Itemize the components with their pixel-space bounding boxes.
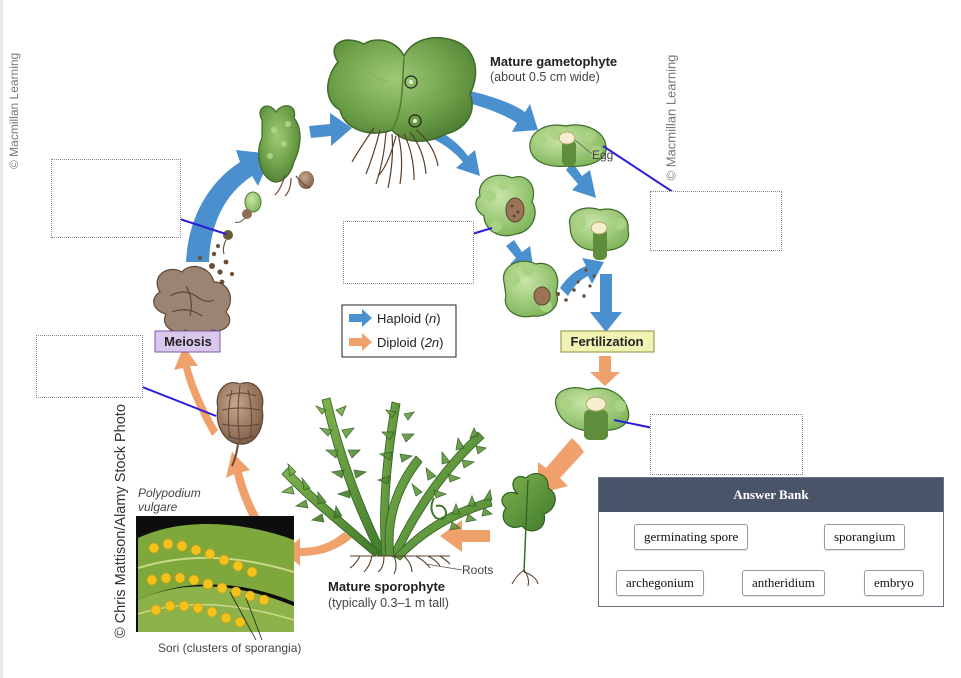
young-sporophyte-illustration — [502, 473, 555, 586]
haploid-arrow-to-fertilization — [590, 274, 622, 332]
drop-target-sporangium[interactable] — [36, 335, 143, 398]
answer-bank-title: Answer Bank — [599, 478, 943, 512]
species-name-line1: Polypodium — [138, 486, 201, 500]
roots-leader-line — [426, 564, 462, 570]
diploid-arrow-young-to-mature — [440, 520, 490, 552]
answer-chip-sporangium[interactable]: sporangium — [824, 524, 905, 550]
fertilization-label: Fertilization — [570, 334, 644, 349]
roots-label: Roots — [462, 563, 494, 577]
meiosis-label: Meiosis — [164, 334, 212, 349]
mature-sporophyte-size: (typically 0.3–1 m tall) — [328, 596, 449, 610]
egg-label: Egg — [592, 148, 614, 162]
answer-chip-antheridium[interactable]: antheridium — [742, 570, 825, 596]
bursting-sporangium-illustration — [154, 267, 231, 339]
mature-gametophyte-illustration — [328, 38, 476, 188]
species-name-line2: vulgare — [138, 500, 178, 514]
haploid-arrow-sperm-up — [560, 258, 604, 296]
sori-photo — [136, 516, 294, 640]
sporangium-illustration — [217, 383, 263, 466]
archegonium-receiving-sperm-illustration — [569, 208, 628, 260]
answer-chip-embryo[interactable]: embryo — [864, 570, 924, 596]
diploid-arrow-to-photo — [284, 532, 352, 566]
legend — [342, 305, 456, 357]
haploid-arrow-egg-down — [566, 162, 596, 198]
diploid-arrow-fertilization-down — [590, 356, 620, 386]
mature-sporophyte-title: Mature sporophyte — [328, 579, 446, 594]
sori-label: Sori (clusters of sporangia) — [158, 641, 302, 655]
embryo-illustration — [555, 388, 628, 440]
drop-target-embryo[interactable] — [650, 414, 803, 475]
mature-gametophyte-title: Mature gametophyte — [490, 54, 618, 69]
haploid-legend-label: Haploid (n) — [377, 311, 441, 326]
answer-chip-archegonium[interactable]: archegonium — [616, 570, 704, 596]
answer-chip-germinating-spore[interactable]: germinating spore — [634, 524, 748, 550]
drop-target-archegonium[interactable] — [650, 191, 782, 251]
credit-left: © Macmillan Learning — [7, 52, 21, 169]
mature-gametophyte-size: (about 0.5 cm wide) — [490, 70, 600, 84]
credit-right: © Macmillan Learning — [663, 54, 679, 181]
answer-bank — [598, 477, 944, 607]
antheridium-illustration — [476, 175, 535, 236]
drop-target-antheridium[interactable] — [343, 221, 474, 284]
diploid-arrow-to-meiosis — [174, 346, 218, 436]
credit-photo: © Chris Mattison/Alamy Stock Photo — [113, 404, 129, 638]
drop-target-germinating-spore[interactable] — [51, 159, 181, 238]
diploid-legend-label: Diploid (2n) — [377, 335, 444, 350]
